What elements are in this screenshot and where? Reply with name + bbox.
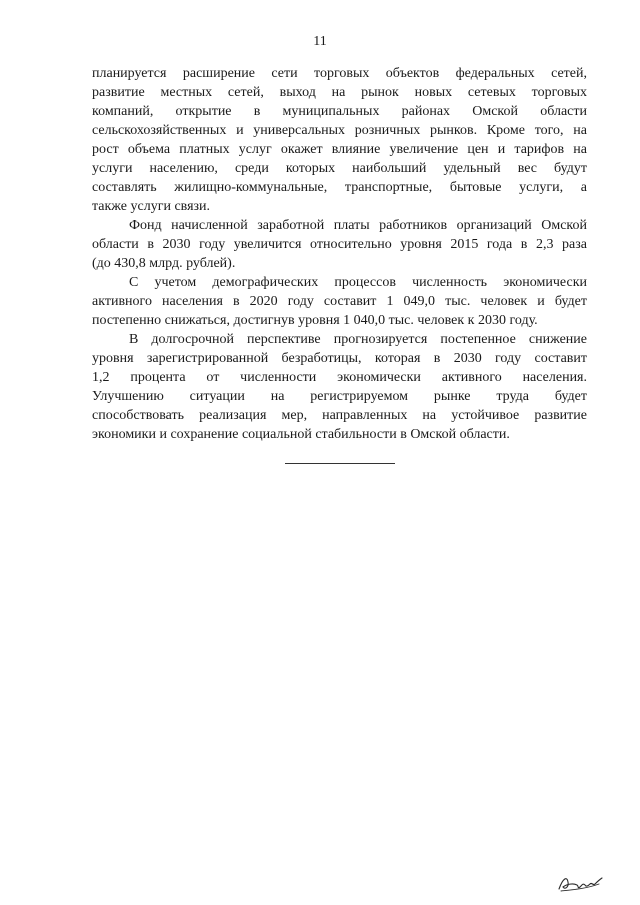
text-line	[92, 159, 587, 178]
text-line	[92, 178, 587, 197]
text-line-content: (до 430,8 млрд. рублей).	[92, 256, 236, 271]
text-line	[92, 311, 587, 330]
text-line-content: С учетом демографических процессов численность экономически	[129, 275, 587, 290]
text-line	[92, 216, 587, 235]
paragraph	[92, 64, 587, 216]
text-line-content: услуги населению, среди которых наибольший удельный вес будут	[92, 161, 587, 176]
text-line	[92, 64, 587, 83]
body-text	[92, 64, 587, 444]
text-line-content: активного населения в 2020 году составит 1 049,0 тыс. человек и будет	[92, 294, 587, 309]
text-line	[92, 368, 587, 387]
text-line	[92, 387, 587, 406]
handwritten-signature-icon	[555, 872, 605, 894]
text-line	[92, 292, 587, 311]
text-line	[92, 425, 587, 444]
page-number: 11	[313, 34, 327, 49]
text-line-content: 1,2 процента от численности экономически активного населения.	[92, 370, 587, 385]
text-line-content: составлять жилищно-коммунальные, транспортные, бытовые услуги, а	[92, 180, 587, 195]
text-line-content: компаний, открытие в муниципальных районах Омской области	[92, 104, 587, 119]
end-divider-line	[285, 463, 395, 464]
text-line-content: постепенно снижаться, достигнув уровня 1 040,0 тыс. человек к 2030 году.	[92, 313, 538, 328]
text-line-content: уровня зарегистрированной безработицы, которая в 2030 году составит	[92, 351, 587, 366]
text-line-content: также услуги связи.	[92, 199, 211, 214]
text-line-content: области в 2030 году увеличится относительно уровня 2015 года в 2,3 раза	[92, 237, 587, 252]
text-line-content: сельскохозяйственных и универсальных розничных рынков. Кроме того, на	[92, 123, 587, 138]
text-line	[92, 197, 587, 216]
text-line-content: планируется расширение сети торговых объектов федеральных сетей,	[92, 66, 587, 81]
text-line	[92, 121, 587, 140]
paragraph	[92, 216, 587, 273]
paragraph	[92, 273, 587, 330]
text-line-content: Улучшению ситуации на регистрируемом рынке труда будет	[92, 389, 587, 404]
text-line	[92, 102, 587, 121]
text-line	[92, 406, 587, 425]
text-line-content: Фонд начисленной заработной платы работников организаций Омской	[129, 218, 587, 233]
text-line	[92, 330, 587, 349]
text-line-content: развитие местных сетей, выход на рынок новых сетевых торговых	[92, 85, 587, 100]
text-line	[92, 83, 587, 102]
text-line	[92, 254, 587, 273]
text-line	[92, 273, 587, 292]
text-line-content: рост объема платных услуг окажет влияние увеличение цен и тарифов на	[92, 142, 587, 157]
text-line	[92, 349, 587, 368]
text-line	[92, 140, 587, 159]
paragraph	[92, 330, 587, 444]
text-line-content: экономики и сохранение социальной стабильности в Омской области.	[92, 427, 510, 442]
text-line	[92, 235, 587, 254]
text-line-content: В долгосрочной перспективе прогнозируется постепенное снижение	[129, 332, 587, 347]
text-line-content: способствовать реализация мер, направленных на устойчивое развитие	[92, 408, 587, 423]
